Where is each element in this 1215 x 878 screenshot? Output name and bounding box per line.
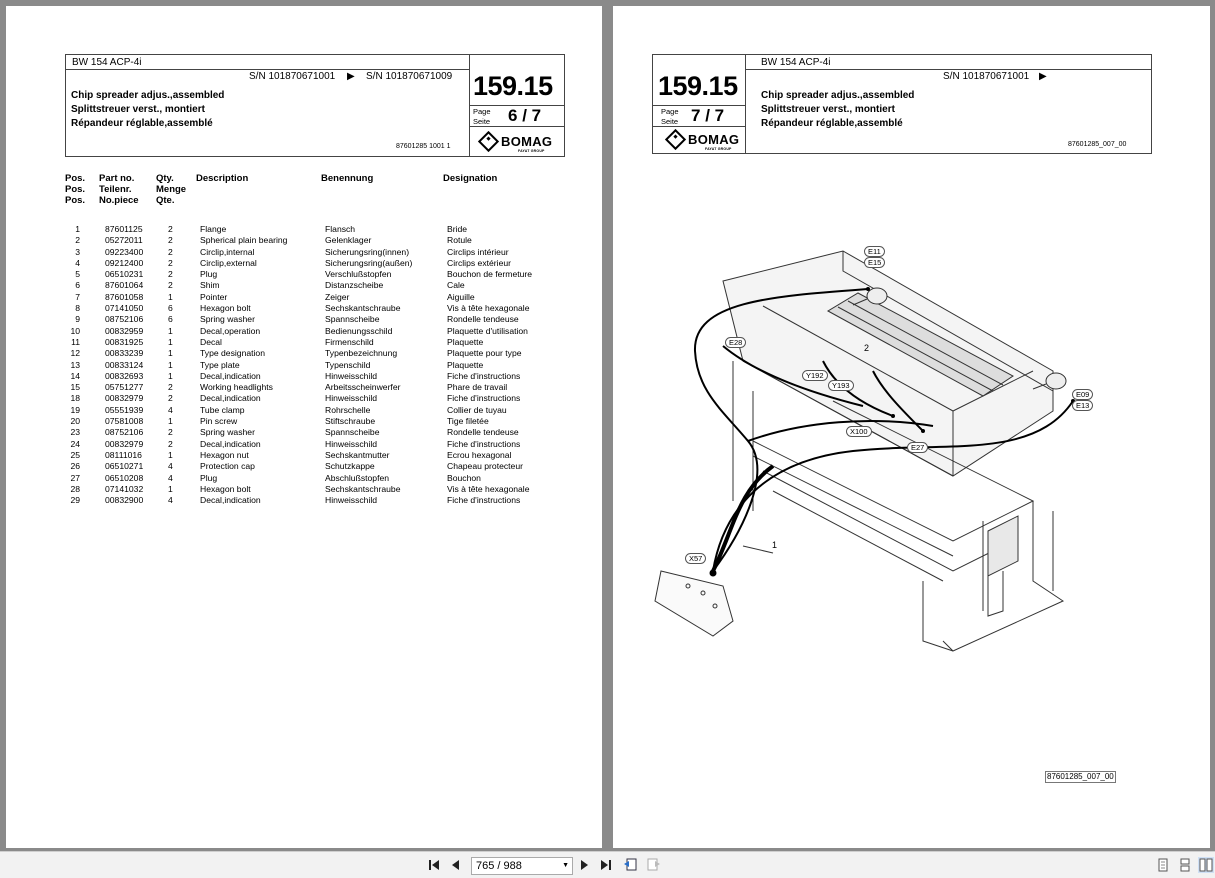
- part-description: Tube clamp: [200, 404, 245, 415]
- parts-row: [66, 439, 547, 450]
- part-position: 29: [70, 495, 80, 506]
- page-header-box: [652, 54, 1152, 154]
- page-number: [691, 106, 724, 126]
- part-benennung: Schutzkappe: [325, 461, 375, 472]
- part-description: Hexagon nut: [200, 449, 249, 460]
- column-header-description: Description: [196, 173, 249, 184]
- previous-page-button[interactable]: [447, 857, 463, 873]
- part-quantity: 1: [168, 370, 173, 381]
- header-qty-de: Menge: [156, 184, 187, 195]
- part-description: Decal,operation: [200, 325, 261, 336]
- part-number: 00833239: [105, 348, 144, 359]
- section-number: 159.15: [473, 71, 553, 101]
- page-number: [508, 106, 541, 126]
- part-description: Spring washer: [200, 427, 255, 438]
- part-benennung: Distanzscheibe: [325, 280, 384, 291]
- serial-to: S/N 101870671009: [366, 71, 453, 82]
- part-benennung: Gelenklager: [325, 235, 372, 246]
- part-position: 25: [70, 449, 80, 460]
- callout-e13: E13: [1072, 400, 1093, 411]
- part-quantity: 2: [168, 280, 173, 291]
- part-number: 00832900: [105, 495, 144, 506]
- callout-x100: X100: [846, 426, 872, 437]
- parts-row: [66, 393, 547, 404]
- header-pos-de: Pos.: [65, 184, 86, 195]
- part-quantity: 4: [168, 495, 173, 506]
- part-number: 07581008: [105, 416, 144, 427]
- logo-wordmark: BOMAG: [501, 134, 553, 149]
- part-number: 00833124: [105, 359, 144, 370]
- divider: [66, 69, 469, 70]
- part-quantity: 4: [168, 404, 173, 415]
- parts-row: [66, 224, 547, 235]
- part-benennung: Firmenschild: [325, 336, 374, 347]
- part-quantity: 1: [168, 449, 173, 460]
- part-designation: Plaquette: [447, 336, 484, 347]
- part-number: 06510208: [105, 472, 144, 483]
- part-description: Spring washer: [200, 314, 255, 325]
- part-quantity: 1: [168, 416, 173, 427]
- bomag-diamond-icon: [478, 131, 499, 152]
- title-german: Splittstreuer verst., montiert: [761, 104, 895, 115]
- page-total: 7: [714, 106, 725, 125]
- logo-subtitle: FAYAT GROUP: [518, 149, 545, 153]
- parts-row: [66, 484, 547, 495]
- part-description: Plug: [200, 269, 218, 280]
- part-quantity: 2: [168, 224, 173, 234]
- part-description: Decal: [200, 336, 222, 347]
- part-description: Decal,indication: [200, 393, 261, 404]
- part-designation: Rondelle tendeuse: [447, 314, 519, 325]
- part-designation: Rondelle tendeuse: [447, 427, 519, 438]
- item-label-1: 1: [772, 540, 778, 550]
- first-page-button[interactable]: [426, 857, 442, 873]
- part-position: 10: [70, 325, 80, 336]
- part-designation: Plaquette pour type: [447, 348, 522, 359]
- part-benennung: Zeiger: [325, 291, 350, 302]
- header-pos-fr: Pos.: [65, 195, 86, 206]
- continuous-view-button[interactable]: [1177, 857, 1193, 873]
- part-position: 2: [75, 235, 80, 246]
- part-designation: Vis à tête hexagonale: [447, 303, 530, 314]
- part-description: Shim: [200, 280, 220, 291]
- part-position: 27: [70, 472, 80, 483]
- parts-row: [66, 235, 547, 246]
- callout-x57: X57: [685, 553, 706, 564]
- part-benennung: Rohrschelle: [325, 404, 371, 415]
- parts-row: [66, 292, 547, 303]
- single-page-icon: [1157, 858, 1169, 872]
- part-position: 6: [75, 280, 80, 291]
- part-number: 08111016: [105, 449, 142, 460]
- part-position: 26: [70, 461, 80, 472]
- logo-subtitle: FAYAT GROUP: [705, 147, 732, 151]
- part-quantity: 1: [168, 483, 173, 494]
- part-quantity: 6: [168, 314, 173, 325]
- part-quantity: 1: [168, 336, 173, 347]
- parts-row: [66, 473, 547, 484]
- part-designation: Tige filetée: [447, 416, 489, 427]
- part-position: 4: [75, 257, 80, 268]
- part-benennung: Hinweisschild: [325, 438, 378, 449]
- part-description: Pin screw: [200, 416, 238, 427]
- part-benennung: Sechskantschraube: [325, 483, 401, 494]
- divider: [653, 126, 745, 127]
- parts-row: [66, 427, 547, 438]
- part-number: 05272011: [105, 235, 143, 246]
- part-benennung: Spannscheibe: [325, 314, 380, 325]
- part-designation: Fiche d'instructions: [447, 370, 521, 381]
- parts-row: [66, 269, 547, 280]
- part-number: 00831925: [105, 336, 144, 347]
- parts-list: [66, 224, 547, 506]
- item-label-2: 2: [864, 343, 870, 353]
- figure-reference: 87601285_007_00: [1047, 772, 1114, 781]
- part-benennung: Abschlußstopfen: [325, 472, 390, 483]
- previous-view-icon: [623, 858, 638, 872]
- header-part-en: Part no.: [99, 173, 135, 184]
- parts-row: [66, 371, 547, 382]
- parts-row: [66, 337, 547, 348]
- page-indicator: 765 / 988: [476, 860, 522, 872]
- callout-y193: Y193: [828, 380, 854, 391]
- continuous-page-icon: [1179, 858, 1191, 872]
- part-designation: Fiche d'instructions: [447, 495, 521, 506]
- parts-row: [66, 247, 547, 258]
- part-number: 87601064: [105, 280, 144, 291]
- part-benennung: Stiftschraube: [325, 416, 376, 427]
- part-description: Working headlights: [200, 382, 273, 393]
- part-designation: Fiche d'instructions: [447, 438, 521, 449]
- part-quantity: 6: [168, 303, 173, 314]
- part-number: 87601125: [105, 224, 143, 234]
- viewer-toolbar: [0, 851, 1215, 878]
- skip-to-start-icon: [428, 859, 440, 871]
- page-label-de: Seite: [473, 117, 491, 126]
- title-french: Répandeur réglable,assemblé: [761, 118, 903, 129]
- page-header-box: [65, 54, 565, 157]
- title-english: Chip spreader adjus.,assembled: [71, 90, 225, 101]
- part-position: 1: [75, 224, 80, 234]
- part-number: 08752106: [105, 314, 144, 325]
- page-current: 6: [508, 106, 518, 125]
- part-benennung: Hinweisschild: [325, 495, 378, 506]
- part-number: 07141032: [105, 483, 144, 494]
- part-quantity: 1: [168, 348, 173, 359]
- part-quantity: 4: [168, 461, 173, 472]
- title-german: Splittstreuer verst., montiert: [71, 104, 205, 115]
- part-description: Hexagon bolt: [200, 303, 251, 314]
- right-document-page: [613, 6, 1210, 848]
- part-quantity: 2: [168, 427, 173, 438]
- bomag-logo: [481, 134, 553, 153]
- page-current: 7: [691, 106, 701, 125]
- part-designation: Plaquette: [447, 359, 484, 370]
- parts-row: [66, 348, 547, 359]
- part-position: 7: [75, 291, 80, 302]
- part-designation: Bouchon: [447, 472, 481, 483]
- part-designation: Ecrou hexagonal: [447, 449, 512, 460]
- part-description: Flange: [200, 224, 227, 234]
- part-number: 07141050: [105, 303, 144, 314]
- part-quantity: 2: [168, 269, 173, 280]
- column-header-benennung: Benennung: [321, 173, 374, 184]
- part-number: 09212400: [105, 257, 144, 268]
- part-designation: Vis à tête hexagonale: [447, 483, 530, 494]
- part-benennung: Bedienungsschild: [325, 325, 393, 336]
- parts-row: [66, 280, 547, 291]
- callout-e09: E09: [1072, 389, 1093, 400]
- part-benennung: Hinweisschild: [325, 370, 378, 381]
- part-number: 05751277: [105, 382, 144, 393]
- part-position: 19: [70, 404, 80, 415]
- part-benennung: Verschlußstopfen: [325, 269, 392, 280]
- part-designation: Fiche d'instructions: [447, 393, 521, 404]
- part-description: Hexagon bolt: [200, 483, 251, 494]
- part-number: 87601058: [105, 291, 144, 302]
- bomag-diamond-icon: [665, 129, 686, 150]
- part-designation: Collier de tuyau: [447, 404, 507, 415]
- part-position: 23: [70, 427, 80, 438]
- part-position: 8: [75, 303, 80, 314]
- callout-y192: Y192: [802, 370, 828, 381]
- parts-row: [66, 450, 547, 461]
- part-description: Protection cap: [200, 461, 255, 472]
- parts-row: [66, 495, 547, 506]
- part-benennung: Sechskantmutter: [325, 449, 390, 460]
- serial-from: S/N 101870671001: [943, 71, 1030, 82]
- go-forward-view-button[interactable]: [645, 857, 661, 873]
- part-quantity: 2: [168, 393, 173, 404]
- page-number-input[interactable]: [471, 857, 573, 875]
- part-benennung: Flansch: [325, 224, 356, 234]
- divider: [469, 126, 564, 127]
- bomag-logo: [668, 132, 740, 151]
- part-number: 05551939: [105, 404, 144, 415]
- next-page-button[interactable]: [577, 857, 593, 873]
- part-description: Decal,indication: [200, 370, 261, 381]
- part-position: 28: [70, 483, 80, 494]
- part-position: 11: [71, 336, 80, 347]
- part-description: Pointer: [200, 291, 228, 302]
- page-label-en: Page: [661, 107, 679, 116]
- column-header-part: [99, 173, 139, 206]
- arrow-right-icon: [580, 859, 590, 871]
- left-document-page: [6, 6, 602, 848]
- two-page-icon: [1199, 858, 1213, 872]
- title-english: Chip spreader adjus.,assembled: [761, 90, 915, 101]
- last-page-button[interactable]: [598, 857, 614, 873]
- part-description: Spherical plain bearing: [200, 235, 288, 246]
- part-benennung: Hinweisschild: [325, 393, 378, 404]
- parts-row: [66, 416, 547, 427]
- section-number: 159.15: [658, 71, 738, 101]
- column-header-pos: [65, 173, 85, 206]
- part-position: 13: [70, 359, 80, 370]
- parts-row: [66, 326, 547, 337]
- document-number: 87601285_007_00: [1068, 141, 1127, 148]
- part-description: Circlip,external: [200, 257, 257, 268]
- part-benennung: Sicherungsring(innen): [325, 246, 410, 257]
- part-number: 08752106: [105, 427, 144, 438]
- parts-row: [66, 360, 547, 371]
- part-designation: Circlips extérieur: [447, 257, 511, 268]
- part-position: 5: [75, 269, 80, 280]
- part-designation: Bride: [447, 224, 468, 234]
- serial-from: S/N 101870671001: [249, 71, 336, 82]
- part-number: 06510231: [105, 269, 144, 280]
- callout-e27: E27: [907, 442, 928, 453]
- arrow-right-icon: ▶: [1039, 71, 1047, 82]
- page-label-de: Seite: [661, 117, 679, 126]
- header-pos-en: Pos.: [65, 173, 86, 184]
- go-back-view-button[interactable]: [622, 857, 638, 873]
- part-benennung: Spannscheibe: [325, 427, 380, 438]
- part-quantity: 1: [168, 359, 173, 370]
- arrow-right-icon: ▶: [347, 71, 355, 82]
- part-quantity: 2: [168, 382, 173, 393]
- part-number: 00832693: [105, 370, 144, 381]
- single-page-view-button[interactable]: [1155, 857, 1171, 873]
- part-benennung: Sicherungsring(außen): [325, 257, 413, 268]
- part-quantity: 1: [168, 325, 173, 336]
- part-benennung: Arbeitsscheinwerfer: [325, 382, 401, 393]
- skip-to-end-icon: [600, 859, 612, 871]
- page-label-en: Page: [473, 107, 491, 116]
- part-benennung: Typenbezeichnung: [325, 348, 398, 359]
- part-position: 9: [75, 314, 80, 325]
- part-number: 00832979: [105, 438, 144, 449]
- chevron-down-icon: ▼: [562, 862, 569, 869]
- part-number: 00832959: [105, 325, 144, 336]
- divider: [745, 69, 1151, 70]
- page-separator: /: [705, 106, 710, 125]
- header-qty-en: Qty.: [156, 173, 174, 184]
- logo-wordmark: BOMAG: [688, 132, 740, 147]
- part-description: Type designation: [200, 348, 265, 359]
- part-quantity: 2: [168, 235, 173, 246]
- part-designation: Plaquette d'utilisation: [447, 325, 528, 336]
- title-french: Répandeur réglable,assemblé: [71, 118, 213, 129]
- part-quantity: 1: [168, 291, 173, 302]
- exploded-assembly-drawing: [653, 241, 1113, 661]
- part-designation: Aiguille: [447, 291, 475, 302]
- parts-row: [66, 405, 547, 416]
- part-description: Decal,indication: [200, 495, 261, 506]
- document-number: 87601285 1001 1: [396, 143, 451, 150]
- page-label: [473, 107, 491, 127]
- header-qty-fr: Qte.: [156, 195, 175, 206]
- part-position: 15: [70, 382, 80, 393]
- column-header-qty: [156, 173, 186, 206]
- parts-row: [66, 314, 547, 325]
- page-total: 7: [531, 106, 542, 125]
- header-part-fr: No.piece: [99, 195, 139, 206]
- connector-icon: [710, 570, 717, 577]
- column-header-designation: Designation: [443, 173, 498, 184]
- part-quantity: 2: [168, 257, 173, 268]
- part-position: 3: [75, 246, 80, 257]
- part-number: 00832979: [105, 393, 144, 404]
- part-designation: Cale: [447, 280, 465, 291]
- next-view-icon: [646, 858, 661, 872]
- part-position: 18: [70, 393, 80, 404]
- part-designation: Chapeau protecteur: [447, 461, 523, 472]
- callout-e11: E11: [864, 246, 885, 257]
- part-number: 06510271: [105, 461, 144, 472]
- part-quantity: 2: [168, 438, 173, 449]
- part-number: 09223400: [105, 246, 144, 257]
- part-position: 20: [70, 416, 80, 427]
- callout-e15: E15: [864, 257, 885, 268]
- part-benennung: Sechskantschraube: [325, 303, 401, 314]
- part-designation: Phare de travail: [447, 382, 508, 393]
- part-position: 12: [70, 348, 80, 359]
- part-description: Circlip,internal: [200, 246, 255, 257]
- model-name: BW 154 ACP-4i: [72, 57, 142, 68]
- parts-row: [66, 303, 547, 314]
- part-description: Decal,indication: [200, 438, 261, 449]
- arrow-left-icon: [450, 859, 460, 871]
- header-part-de: Teilenr.: [99, 184, 132, 195]
- model-name: BW 154 ACP-4i: [761, 57, 831, 68]
- parts-row: [66, 258, 547, 269]
- part-description: Type plate: [200, 359, 240, 370]
- parts-row: [66, 382, 547, 393]
- parts-row: [66, 461, 547, 472]
- part-position: 14: [70, 370, 80, 381]
- part-benennung: Typenschild: [325, 359, 371, 370]
- callout-e28: E28: [725, 337, 746, 348]
- part-quantity: 2: [168, 246, 173, 257]
- page-separator: /: [522, 106, 527, 125]
- page-label: [661, 107, 679, 127]
- part-designation: Circlips intérieur: [447, 246, 509, 257]
- part-designation: Bouchon de fermeture: [447, 269, 533, 280]
- part-designation: Rotule: [447, 235, 472, 246]
- part-position: 24: [70, 438, 80, 449]
- part-description: Plug: [200, 472, 218, 483]
- part-quantity: 4: [168, 472, 173, 483]
- facing-view-button[interactable]: [1198, 857, 1214, 873]
